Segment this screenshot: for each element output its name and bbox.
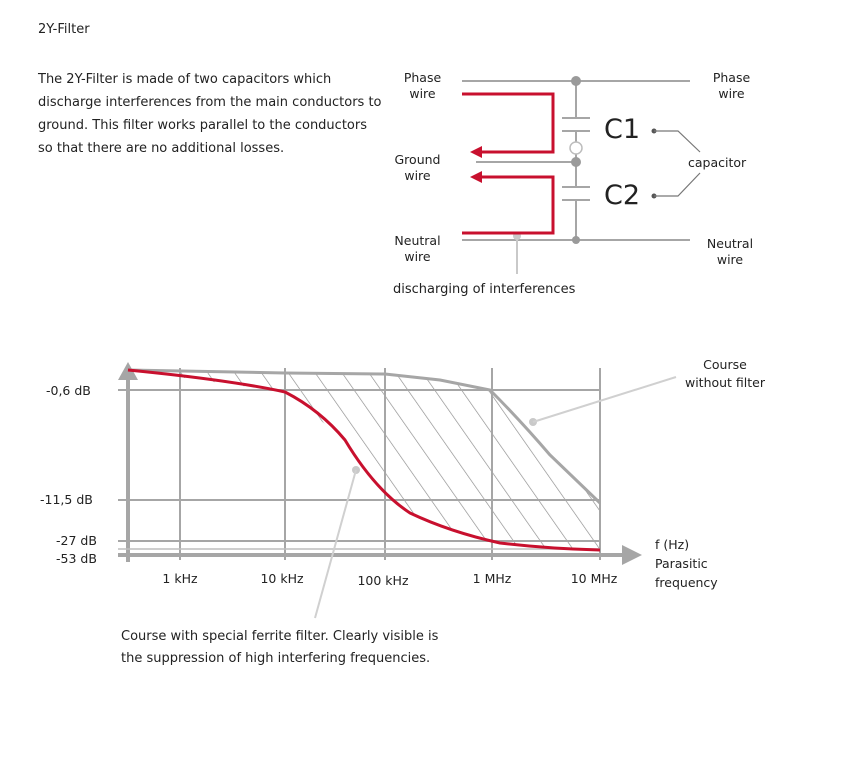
without-filter-label: Course without filter [684,357,766,390]
ground-wire-label: Ground wire [394,152,441,183]
y-tick-label: -11,5 dB [40,492,93,507]
arrow-to-ground-1 [470,146,482,158]
neutral-interference-path [462,177,553,233]
callout-line-with-filter [315,470,356,618]
x-tick-label: 10 kHz [260,571,304,586]
c2-label: C2 [604,180,641,211]
c1-label: C1 [604,114,641,145]
neutral-junction-dot [572,236,580,244]
phase-junction-dot [571,76,581,86]
arrow-to-ground-2 [470,171,482,183]
ground-junction-dot [571,157,581,167]
circuit-diagram [462,76,700,274]
page-title: 2Y-Filter [38,22,90,37]
x-tick-label: 1 kHz [162,571,198,586]
suppression-area [128,370,600,550]
y-tick-label: -53 dB [56,551,97,566]
discharge-label: discharging of interferences [393,282,576,297]
intro-paragraph: The 2Y-Filter is made of two capacitors which discharge interferences from the main conductors to ground. This filter works parallel to the conductors so that there are no additional losses. [38,72,382,156]
neutral-wire-label-left: Neutral wire [394,233,441,264]
y-tick-label: -0,6 dB [46,383,91,398]
phase-interference-path [462,94,553,152]
phase-wire-label-left: Phase wire [403,70,442,101]
x-tick-label: 10 MHz [570,571,618,586]
y-tick-label: -27 dB [56,533,97,548]
x-axis-arrow [622,545,642,565]
phase-wire-label-right: Phase wire [712,70,751,101]
capacitor-label: capacitor [688,155,747,170]
neutral-wire-label-right: Neutral wire [706,236,754,267]
x-tick-label: 1 MHz [472,571,512,586]
x-tick-label: 100 kHz [357,573,409,588]
with-filter-label: Course with special ferrite filter. Clearly visible is the suppression of high interfering frequencies. [121,629,439,666]
x-axis-label: f (Hz) Parasitic frequency [655,537,718,590]
